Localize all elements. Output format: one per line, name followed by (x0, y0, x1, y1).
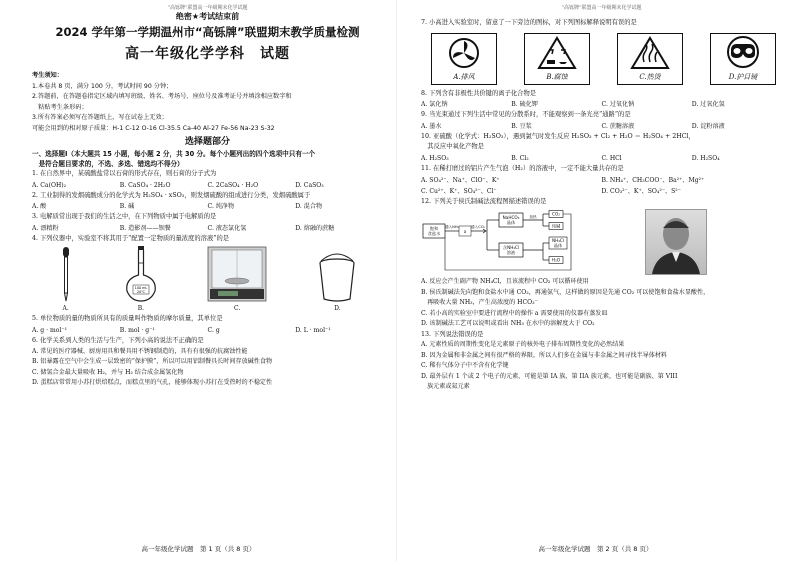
option: A. 墨水 (421, 122, 442, 130)
notes-heading: 考生须知： (32, 72, 63, 79)
part-heading: 一、选择题Ⅰ（本大题共 15 小题，每小题 2 分，共 30 分。每个小题列出的四个选项中只有一个 (32, 150, 316, 158)
page-footer: 高一年级化学试题 第 1 页（共 8 页） (141, 545, 256, 553)
question-11: 11. 在稀打磨过的铝片产生气泡（H₂）的溶液中，一定不能大量共存的是 (421, 164, 624, 172)
svg-text:a: a (463, 229, 467, 235)
question-2: 2. 工业制得的发烟硫酸成分的化学式为 H₂SO₄ · xSO₃，则发烟硫酸的组成进行分类，发烟硫酸属于 (32, 191, 311, 199)
option: B. 豆浆 (511, 122, 532, 130)
option: D. CaSO₃ (295, 181, 324, 189)
option: D. 过氧化氢 (691, 101, 725, 109)
flow-step-label: 通入CO₂ (471, 225, 485, 230)
option: C. HCl (601, 154, 622, 162)
note-line: 3.所有答案必须写在答题纸上，写在试卷上无效； (32, 114, 168, 121)
note-line: 粘贴考生条形码； (32, 103, 88, 111)
volumetric-flask-icon (123, 245, 159, 303)
svg-text:20℃: 20℃ (136, 290, 145, 295)
option: D. 该制碱法工艺可以说明或看出 NH₃ 在水中的溶解度大于 CO₂ (421, 320, 595, 328)
corrosive-icon (537, 36, 577, 70)
question-10-cont: 其反应中氧化产物是 (421, 143, 484, 151)
option: B. 造影剂——钡餐 (119, 224, 171, 232)
ventilation-icon (444, 36, 484, 70)
option: C. g (207, 326, 220, 334)
option: D. CO₃²⁻、K⁺、SO₄²⁻、S²⁻ (601, 187, 681, 195)
option: A. 元素性质的周期性变化是元素原子的核外电子排布周期性变化的必然结果 (421, 341, 625, 349)
figure-label: B. (137, 305, 145, 313)
option-cont: 族元素或氦元素 (421, 383, 470, 391)
sign-a (431, 33, 497, 85)
question-9-options (421, 121, 782, 132)
option: D. 蛋糕店常常用小苏打烘焙糕点，而糕点里的气孔，能够体现小苏打在受热时的不稳定性 (32, 379, 273, 387)
flow-output-water: H₂O (551, 257, 561, 263)
flow-node-ammonium-solution: 含NH₄Cl (502, 245, 520, 251)
sign-label: D.护目镜 (728, 72, 758, 81)
question-10: 10. 亚硫酸（化学式：H₂SO₃），遇到氯气时发生反应 H₂SO₃ + Cl₂ + H₂O ＝ H₂SO₄ + 2HCl， (421, 132, 695, 140)
figure-d (315, 251, 359, 312)
svg-text:溶液: 溶液 (506, 250, 516, 256)
question-1-options (32, 180, 383, 191)
sign-b (524, 33, 590, 85)
page-footer: 高一年级化学试题 第 2 页（共 8 页） (538, 545, 653, 553)
option: C. 稀有气体分子中不含有化学键 (421, 362, 509, 370)
flow-step-label: 加热 (529, 215, 537, 220)
svg-text:晶体: 晶体 (506, 220, 516, 226)
goggles-icon (723, 36, 763, 70)
running-header: “高铄牌”联盟高一年级期末化学试题 (561, 5, 642, 11)
flow-node-bicarbonate: NaHCO₃ (502, 215, 520, 221)
option: C. 过氧化钠 (601, 101, 635, 109)
option: C. 液态氯化氢 (207, 224, 247, 232)
process-flowchart (421, 210, 631, 274)
option: C. 2CaSO₄ · H₂O (207, 181, 259, 189)
option: B. CaSO₄ · 2H₂O (119, 181, 171, 189)
option: B. Cl₂ (511, 154, 529, 162)
exam-subtitle: 高一年级化学学科 试题 (125, 46, 290, 62)
secret-mark: 绝密★考试结束前 (175, 12, 240, 21)
option: A. g · mol⁻¹ (32, 326, 68, 334)
question-7: 7. 小高进入实验室时，留意了一下旁边的图标，对下列图标解释说明有误的是 (421, 19, 637, 26)
question-11-options-row1 (421, 175, 782, 186)
flow-node-brine: 饱和 (429, 226, 439, 232)
option: B. 碱 (119, 203, 135, 211)
figure-label: D. (334, 305, 341, 313)
figure-a (56, 245, 76, 312)
option: D. L · mol⁻¹ (295, 326, 331, 334)
option: A. 氯化钠 (421, 101, 448, 109)
exam-title: 2024 学年第一学期温州市“高铄牌”联盟期末教学质量检测 (55, 25, 360, 39)
svg-text:食盐水: 食盐水 (427, 231, 441, 237)
note-line: 2.答题前，在答题卷指定区域内填写班级、姓名、考场号、座位号及准考证号并填涂相应数字和 (32, 93, 292, 100)
sign-label: B.腐蚀 (546, 72, 568, 81)
figure-b (123, 245, 159, 312)
flow-output-soda: 纯碱 (551, 223, 561, 229)
portrait-photo (645, 209, 707, 275)
option: D. 最外层有 1 个或 2 个电子的元素，可能是第 IA 族、第 IIA 族元素，也可能是副族、第 VIII (421, 372, 678, 380)
option: C. 蔗糖溶液 (601, 122, 635, 130)
section-title: 选择题部分 (184, 137, 230, 147)
sign-label: C.热烫 (639, 72, 661, 81)
option: A. 反应会产生副产物 NH₄Cl，且该流程中 CO₂ 可以循环使用 (421, 278, 589, 286)
option: B. 因为金属和非金属之间有很严格的界限，所以人们多在金属与非金属之间寻找半导体材料 (421, 351, 668, 359)
option: B. mol · g⁻¹ (119, 326, 155, 334)
question-8-options (421, 99, 782, 110)
option: B. 侯氏制碱法先向饱和食盐水中通 CO₂，再通氨气，这样做的原因是先通 CO₂ 可以使饱和食盐水显酸性， (421, 288, 710, 296)
option: A. H₂SO₃ (421, 154, 449, 162)
atomic-mass-line: 可能会用到的相对原子质量：H-1 C-12 O-16 Cl-35.5 Ca-40 Al-27 Fe-56 Na-23 S-32 (32, 124, 275, 132)
option: C. 若小高的实验室中要进行流程中的操作 a 需要使用的仪器有蒸发皿 (421, 309, 608, 317)
running-header: “高铄牌”联盟高一年级期末化学试题 (167, 5, 248, 11)
sign-d (710, 33, 776, 85)
bucket-icon (315, 251, 359, 303)
page-2 (397, 0, 794, 561)
option: A. 漂精粉 (32, 224, 59, 232)
sign-c (617, 33, 683, 85)
question-3-options (32, 223, 383, 234)
dropper-icon (56, 245, 76, 303)
question-13: 13. 下列说法错误的是 (421, 330, 484, 338)
person-portrait-icon (646, 210, 706, 274)
option: C. 纯净物 (207, 203, 235, 211)
svg-text:晶体: 晶体 (553, 243, 563, 249)
question-9: 9. 当光束通过下列生活中常见的分散系时，不能观察到一条光亮“通路”的是 (421, 111, 631, 119)
note-line: 1.本卷共 8 页，满分 100 分，考试时间 90 分钟； (32, 82, 173, 90)
option: D. H₂SO₄ (691, 154, 720, 162)
analytical-balance-icon (206, 245, 268, 303)
option: C. 储氢合金最大量吸收 H₂，并与 H₂ 结合成金属氢化物 (32, 368, 184, 376)
sign-label: A.排风 (453, 72, 475, 81)
question-8: 8. 下列含有非极性共价键的离子化合物是 (421, 89, 537, 97)
option: D. 淀粉溶液 (691, 122, 725, 130)
option: B. NH₄⁺、CH₃COO⁻、Ba²⁺、Mg²⁺ (601, 176, 705, 184)
question-10-options (421, 153, 782, 164)
option: B. 硫化钾 (511, 101, 538, 109)
figure-c (206, 245, 268, 312)
option-cont: 再吸收大量 NH₃，产生高浓度的 HCO₃⁻ (421, 299, 538, 307)
flow-output-nh4cl: NH₄Cl (551, 238, 565, 244)
question-3: 3. 电解质常出现于我们的生活之中，在下列物质中属于电解质的是 (32, 213, 217, 221)
flow-step-label: 通入NH₃ (444, 225, 460, 230)
question-5-options (32, 325, 383, 336)
option: C. Cu²⁺、K⁺、SO₄²⁻、Cl⁻ (421, 187, 497, 195)
question-2-options (32, 201, 383, 212)
flask-label: 100 mL (134, 286, 148, 291)
part-heading-cont: 是符合题目要求的，不选、多选、错选均不得分） (32, 160, 184, 168)
question-6: 6. 化学关系到人类的生活与生产，下列小高的说法不正确的是 (32, 336, 204, 344)
option: A. SO₄²⁻、Na⁺、ClO⁻、K⁺ (421, 176, 500, 184)
exam-notes (32, 71, 383, 134)
option: A. Ca(OH)₂ (32, 181, 67, 189)
question-7-signs (431, 33, 776, 85)
question-11-options-row2 (421, 186, 782, 197)
option: A. 酸 (32, 203, 47, 211)
figure-label: A. (62, 305, 69, 313)
question-5: 5. 单位物质的量的物质所具有的质量叫作物质的摩尔质量，其单位是 (32, 315, 223, 323)
question-1: 1. 在自然界中，某硫酸盐常以石膏的形式存在，则石膏的分子式为 (32, 170, 217, 177)
hot-surface-icon (630, 36, 670, 70)
question-4-figures (32, 246, 383, 312)
option: D. 熔融的蔗糖 (295, 224, 335, 232)
flow-output-co2: CO₂ (552, 211, 560, 217)
question-4: 4. 下列仪器中，实验室不将其用于“配置一定物质的量浓度的溶液”的是 (32, 234, 230, 242)
option: B. 铝暴露在空气中会生成一层致密的“保护膜”，所以可以用铝制餐具长时间存放碱性食物 (32, 358, 273, 366)
option: D. 混合物 (295, 203, 323, 211)
question-12-figure (421, 209, 782, 275)
question-12: 12. 下列关于侯氏制碱法流程图描述错误的是 (421, 197, 547, 205)
figure-label: C. (233, 305, 241, 313)
option: A. 常见的医疗器械、厨房用具和餐具用不锈钢制造的，具有有很强的抗腐蚀性能 (32, 347, 248, 355)
